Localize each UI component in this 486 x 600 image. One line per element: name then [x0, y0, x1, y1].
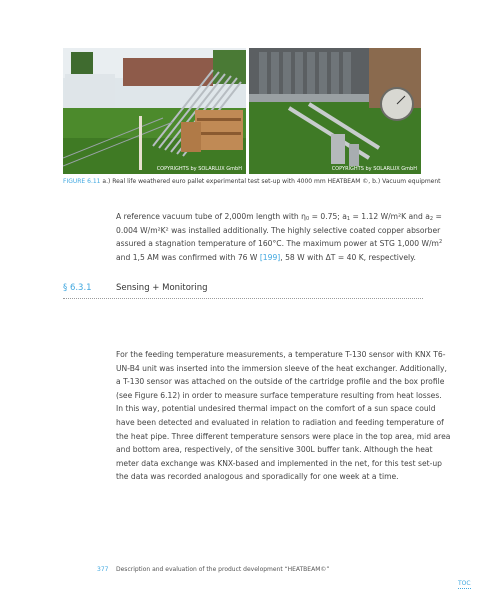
figure-6-11: [63, 48, 421, 174]
p1-l1-a: A reference vacuum tube of 2,000m length with η: [116, 212, 306, 221]
page-number: 377: [97, 566, 109, 573]
paragraph-reference-tube: [116, 210, 443, 264]
figure-label: FIGURE 6.11: [63, 178, 101, 185]
paragraph-1-line-4: [116, 251, 434, 265]
paragraph-1-line-1: [116, 210, 442, 224]
toc-link[interactable]: TOC: [458, 580, 471, 587]
paragraph-1-line-2: 0.004 W/m²K² was installed additionally. The highly selective coated copper absorber: [116, 225, 441, 235]
paragraph-2-line: (see Figure 6.12) in order to measure surface temperature resulting from heat losses.: [116, 390, 442, 400]
p1-l1-c: = 1.12 W/m²K and a: [350, 212, 430, 221]
p1-l1-sub-2: 2: [429, 216, 434, 222]
paragraph-2-line: and bottom area, respectively, of the sensitive 300L buffer tank. Although the heat: [116, 445, 433, 455]
section-title: Sensing + Monitoring: [116, 283, 208, 293]
paragraph-2-line: For the feeding temperature measurements, a temperature T-130 sensor with KNX T6-: [116, 350, 446, 359]
p1-l1-sub-1: 1: [346, 216, 351, 222]
paragraph-2-line: the heat pipe. Three different temperature sensors were place in the top area, mid area: [116, 431, 451, 441]
paragraph-2-line: In this way, potential undesired thermal impact on the comfort of a sun space could: [116, 404, 436, 414]
paragraph-2-line: the data was recorded analogous and sporadically for one week at a time.: [116, 472, 399, 482]
p1-l3-sup: 2: [438, 239, 443, 246]
figure-caption-text: a.) Real life weathered euro pallet experimental test set-up with 4000 mm HEATBEAM ©, b.) Vacuum equipment: [102, 178, 441, 185]
p1-l4-b: , 58 W with ΔT = 40 K, respectively.: [280, 252, 416, 262]
photo-b-copyright: COPYRIGHTS by SOLARLUX GmbH: [331, 166, 417, 172]
figure-caption: [63, 177, 443, 186]
photo-test-setup-image: [63, 48, 246, 174]
photo-a-copyright: COPYRIGHTS by SOLARLUX GmbH: [156, 166, 242, 172]
citation-link[interactable]: [199]: [259, 252, 281, 262]
running-footer-title: Description and evaluation of the product development “HEATBEAM©”: [116, 566, 330, 573]
paragraph-2-line: UN-B4 unit was inserted into the immersion sleeve of the heat exchanger. Additionally,: [116, 363, 447, 373]
section-number: § 6.3.1: [63, 283, 92, 293]
paragraph-sensing: [116, 348, 451, 484]
photo-vacuum-equipment-image: [249, 48, 421, 174]
paragraph-2-line: have been detected and evaluated in relation to radiation and feeding temperature of: [116, 417, 444, 427]
photo-test-setup: [63, 48, 246, 174]
paragraph-2-line: a T-130 sensor was attached on the outside of the cartridge profile and the box profile: [116, 377, 445, 387]
p1-l4-a: and 1,5 AM was confirmed with 76 W: [116, 252, 260, 262]
p1-l3-a: assured a stagnation temperature of 160°C. The maximum power at STG 1,000 W/m: [116, 239, 439, 249]
paragraph-1-line-3: [116, 237, 443, 251]
p1-l1-b: = 0.75; a: [309, 212, 347, 221]
photo-vacuum-equipment: [249, 48, 421, 174]
section-divider: [63, 298, 423, 299]
p1-l1-d: =: [433, 212, 442, 221]
paragraph-2-line: meter data exchange was KNX-based and implemented in the net, for this test set-up: [116, 458, 443, 468]
p1-l1-sub-0: 0: [305, 216, 310, 222]
